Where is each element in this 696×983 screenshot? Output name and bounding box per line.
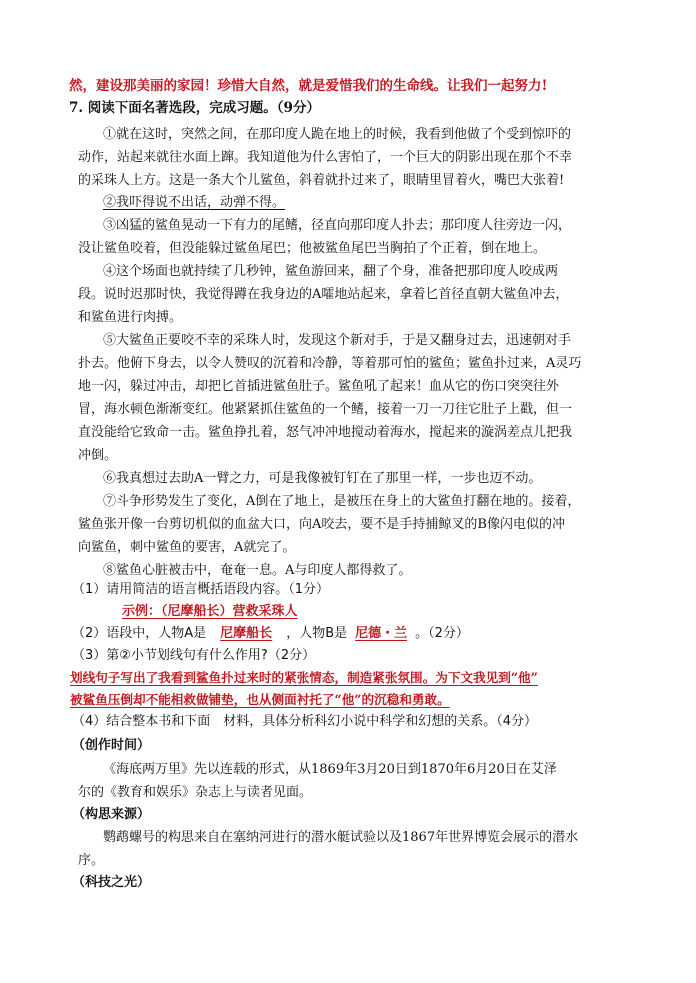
material-line: 尔的《教育和娱乐》杂志上与读者见面。 bbox=[78, 785, 313, 800]
passage-line: 的采珠人上方。这是一条大个儿鲨鱼，斜着就扑过来了，眼睛里冒着火，嘴巴大张着! bbox=[78, 173, 565, 188]
passage-line: 直没能给它致命一击。鲨鱼挣扎着，怒气冲冲地搅动着海水，搅起来的漩涡差点儿把我 bbox=[78, 425, 573, 440]
q2-suffix: 。（2分） bbox=[415, 626, 469, 641]
passage-line: 冲倒。 bbox=[78, 448, 118, 463]
material-line: 鹦鹉螺号的构思来自在塞纳河进行的潜水艇试验以及1867年世界博览会展示的潜水 bbox=[103, 830, 579, 845]
passage-line: 动作，站起来就往水面上蹿。我知道他为什么害怕了，一个巨大的阴影出现在那个不幸 bbox=[78, 150, 573, 165]
answer-2b: 尼德・兰 bbox=[355, 626, 408, 641]
answer-3-line: 划线句子写出了我看到鲨鱼扑过来时的紧张情态，制造紧张氛围。为下文我见到“他” bbox=[70, 670, 538, 685]
sub-question-1: （1）请用简洁的语言概括语段内容。（1分） bbox=[72, 582, 330, 597]
material-heading: （创作时间） bbox=[72, 738, 151, 753]
question-title: 阅读下面名著选段，完成习题。（9分） bbox=[87, 100, 320, 116]
material-heading: （构思来源） bbox=[72, 807, 151, 822]
passage-line: 地一闪，躲过冲击，却把匕首插进鲨鱼肚子。鲨鱼吼了起来！血从它的伤口突突往外 bbox=[78, 379, 560, 394]
answer-1: 示例：（尼摩船长）营救采珠人 bbox=[122, 604, 298, 619]
passage-line: ⑤大鲨鱼正要咬不幸的采珠人时，发现这个新对手，于是又翻身过去，迅速朝对手 bbox=[103, 333, 572, 348]
intro-line: 然，建设那美丽的家园！珍惜大自然，就是爱惜我们的生命线。让我们一起努力! bbox=[69, 78, 548, 94]
passage-line: 和鲨鱼进行肉搏。 bbox=[78, 310, 183, 325]
passage-line: ③凶猛的鲨鱼晃动一下有力的尾鳍，径直向那印度人扑去；那印度人往旁边一闪， bbox=[103, 218, 572, 233]
underlined-sentence: ②我吓得说不出话，动弹不得。 bbox=[103, 195, 286, 210]
answer-3-line: 被鲨鱼压倒却不能相救做铺垫，也从侧面衬托了“他”的沉稳和勇敢。 bbox=[70, 692, 450, 707]
passage-line: ⑧鲨鱼心脏被击中，奄奄一息。A与印度人都得救了。 bbox=[103, 563, 412, 578]
passage-line: 鲨鱼张开像一台剪切机似的血盆大口，向A咬去，要不是手持捕鲸叉的B像闪电似的冲 bbox=[78, 517, 565, 532]
passage-line: ⑥我真想过去助A一臂之力，可是我像被钉钉在了那里一样，一步也迈不动。 bbox=[103, 471, 542, 486]
material-line: 序。 bbox=[78, 853, 105, 868]
passage-line: 冒，海水顿色渐渐变红。他紧紧抓住鲨鱼的一个鳍，接着一刀一刀往它肚子上戳，但一 bbox=[78, 402, 573, 417]
q2-middle: ，人物B是 bbox=[286, 626, 348, 641]
passage-line: 扑去。他俯下身去，以令人赞叹的沉着和冷静，等着那可怕的鲨鱼；鲨鱼扑过来，A灵巧 bbox=[78, 356, 582, 371]
passage-line: ①就在这时，突然之间，在那印度人跪在地上的时候，我看到他做了个受到惊吓的 bbox=[103, 127, 572, 142]
sub-question-4: （4）结合整本书和下面 材料，具体分析科幻小说中科学和幻想的关系。（4分） bbox=[72, 714, 538, 729]
answer-2a: 尼摩船长 bbox=[220, 626, 273, 641]
passage-line: ④这个场面也就持续了几秒钟，鲨鱼游回来，翻了个身，准备把那印度人咬成两 bbox=[103, 264, 559, 279]
question-number: 7. bbox=[69, 100, 84, 116]
passage-line: 向鲨鱼，刺中鲨鱼的要害，A就完了。 bbox=[78, 540, 296, 555]
question-7-heading bbox=[69, 99, 320, 117]
passage-line: 没让鲨鱼咬着，但没能躲过鲨鱼尾巴；他被鲨鱼尾巴当胸拍了个正着，倒在地上。 bbox=[78, 241, 547, 256]
q2-prefix: （2）语段中，人物A是 bbox=[72, 626, 207, 641]
passage-line: 段。说时迟那时快，我觉得蹲在我身边的A嚯地站起来，拿着匕首径直朝大鲨鱼冲去， bbox=[78, 287, 569, 302]
passage-line: ⑦斗争形势发生了变化，A倒在了地上，是被压在身上的大鲨鱼打翻在地的。接着， bbox=[103, 494, 581, 509]
sub-question-2 bbox=[72, 625, 469, 643]
material-line: 《海底两万里》先以连载的形式，从1869年3月20日到1870年6月20日在艾泽 bbox=[103, 762, 557, 777]
material-heading: （科技之光） bbox=[72, 875, 151, 890]
sub-question-3: （3）第②小节划线句有什么作用?（2分） bbox=[72, 648, 316, 663]
